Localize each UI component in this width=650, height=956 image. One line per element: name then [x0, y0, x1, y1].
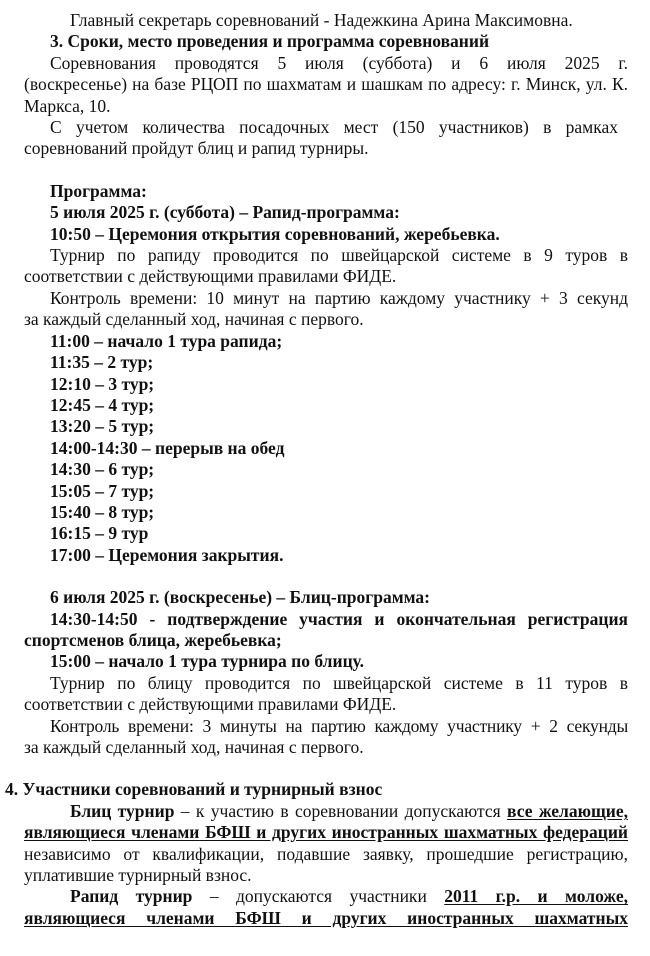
rapid-eligibility-underlined: 2011 г.р. и моложе, являющиеся членами БФШ и других иностранных шахматных: [24, 886, 629, 928]
blitz-label: Блиц турнир: [70, 800, 175, 821]
venue-paragraph-line1: Соревнования проводятся 5 июля (суббота) и 6 июля 2025 г.: [50, 52, 628, 73]
day2-heading: 6 июля 2025 г. (воскресенье) – Блиц-программа:: [50, 587, 431, 608]
chief-secretary-line: Главный секретарь соревнований - Надежкина Арина Максимовна.: [70, 10, 573, 30]
blitz-time-control-rest: за каждый сделанный ход, начиная с первого.: [24, 737, 364, 757]
blitz-eligibility-underlined: все желающие, являющиеся членами БФШ и других иностранных шахматных федераций: [24, 800, 628, 843]
schedule-item: 11:00 – начало 1 тура рапида;: [50, 330, 283, 351]
spacer: [24, 758, 628, 779]
section-3-heading: 3. Сроки, место проведения и программа соревнований: [50, 31, 490, 52]
capacity-paragraph: [24, 117, 628, 160]
opening-ceremony: 10:50 – Церемония открытия соревнований, жеребьевка.: [50, 223, 500, 244]
rapid-system-rest: соответствии с действующими правилами ФИДЕ.: [24, 266, 397, 287]
schedule-item: 11:35 – 2 тур;: [50, 352, 154, 373]
rapid-schedule: [24, 331, 628, 566]
blitz-registration-line1: 14:30-14:50 - подтверждение участия и окончательная регистрация: [50, 608, 628, 629]
schedule-item: 14:00-14:30 – перерыв на обед: [50, 437, 285, 458]
blitz-system-rest: соответствии с действующими правилами ФИДЕ.: [24, 694, 397, 715]
venue-paragraph-rest: (воскресенье) на базе РЦОП по шахматам и шашкам по адресу: г. Минск, ул. К. Маркса, 10.: [24, 74, 628, 116]
spacer: [24, 160, 628, 181]
schedule-item: 12:10 – 3 тур;: [50, 373, 155, 394]
schedule-item: 15:40 – 8 тур;: [50, 501, 155, 522]
blitz-system-line1: Турнир по блицу проводится по швейцарской системе в 11 туров в: [50, 672, 628, 693]
schedule-item: 16:15 – 9 тур: [50, 523, 149, 544]
schedule-item: 15:05 – 7 тур;: [50, 480, 155, 501]
rapid-system-paragraph: [24, 245, 628, 288]
day1-heading: 5 июля 2025 г. (суббота) – Рапид-программа:: [50, 202, 400, 223]
document-page: [5, 10, 629, 929]
schedule-item: 12:45 – 4 тур;: [50, 394, 155, 415]
program-title: Программа:: [50, 180, 147, 201]
rapid-time-control-rest: за каждый сделанный ход, начиная с первого.: [24, 309, 364, 330]
rapid-eligibility-paragraph: [24, 886, 628, 929]
rapid-time-control-line1: Контроль времени: 10 минут на партию каждому участнику + 3 секунд: [50, 287, 628, 308]
schedule-item: 13:20 – 5 тур;: [50, 416, 155, 437]
capacity-paragraph-rest: соревнований пройдут блиц и рапид турниры.: [24, 138, 369, 159]
blitz-text: – к участию в соревновании допускаются: [174, 800, 508, 821]
schedule-item: 17:00 – Церемония закрытия.: [50, 544, 284, 565]
blitz-registration: [24, 609, 628, 652]
blitz-time-control-paragraph: [24, 716, 628, 759]
blitz-eligibility-paragraph: [24, 801, 628, 887]
blitz-start: 15:00 – начало 1 тура турнира по блицу.: [50, 651, 365, 672]
rapid-label: Рапид турнир: [70, 886, 193, 907]
blitz-system-paragraph: [24, 673, 628, 716]
venue-paragraph: [24, 53, 628, 117]
blitz-text-end: независимо от квалификации, подавшие заявку, прошедшие регистрацию, уплатившие турнирный взнос.: [24, 843, 628, 886]
rapid-time-control-paragraph: [24, 288, 628, 331]
rapid-text: – допускаются участники: [192, 886, 445, 907]
rapid-system-line1: Турнир по рапиду проводится по швейцарской системе в 9 туров в: [50, 245, 628, 266]
schedule-item: 14:30 – 6 тур;: [50, 459, 155, 480]
blitz-time-control-line1: Контроль времени: 3 минуты на партию каждому участнику + 2 секунды: [50, 715, 628, 736]
section-4-heading: 4. Участники соревнований и турнирный взнос: [5, 779, 383, 800]
blitz-registration-rest: спортсменов блица, жеребьевка;: [24, 629, 282, 650]
capacity-paragraph-line1: С учетом количества посадочных мест (150 участников) в рамках: [50, 117, 618, 138]
spacer: [24, 566, 628, 587]
